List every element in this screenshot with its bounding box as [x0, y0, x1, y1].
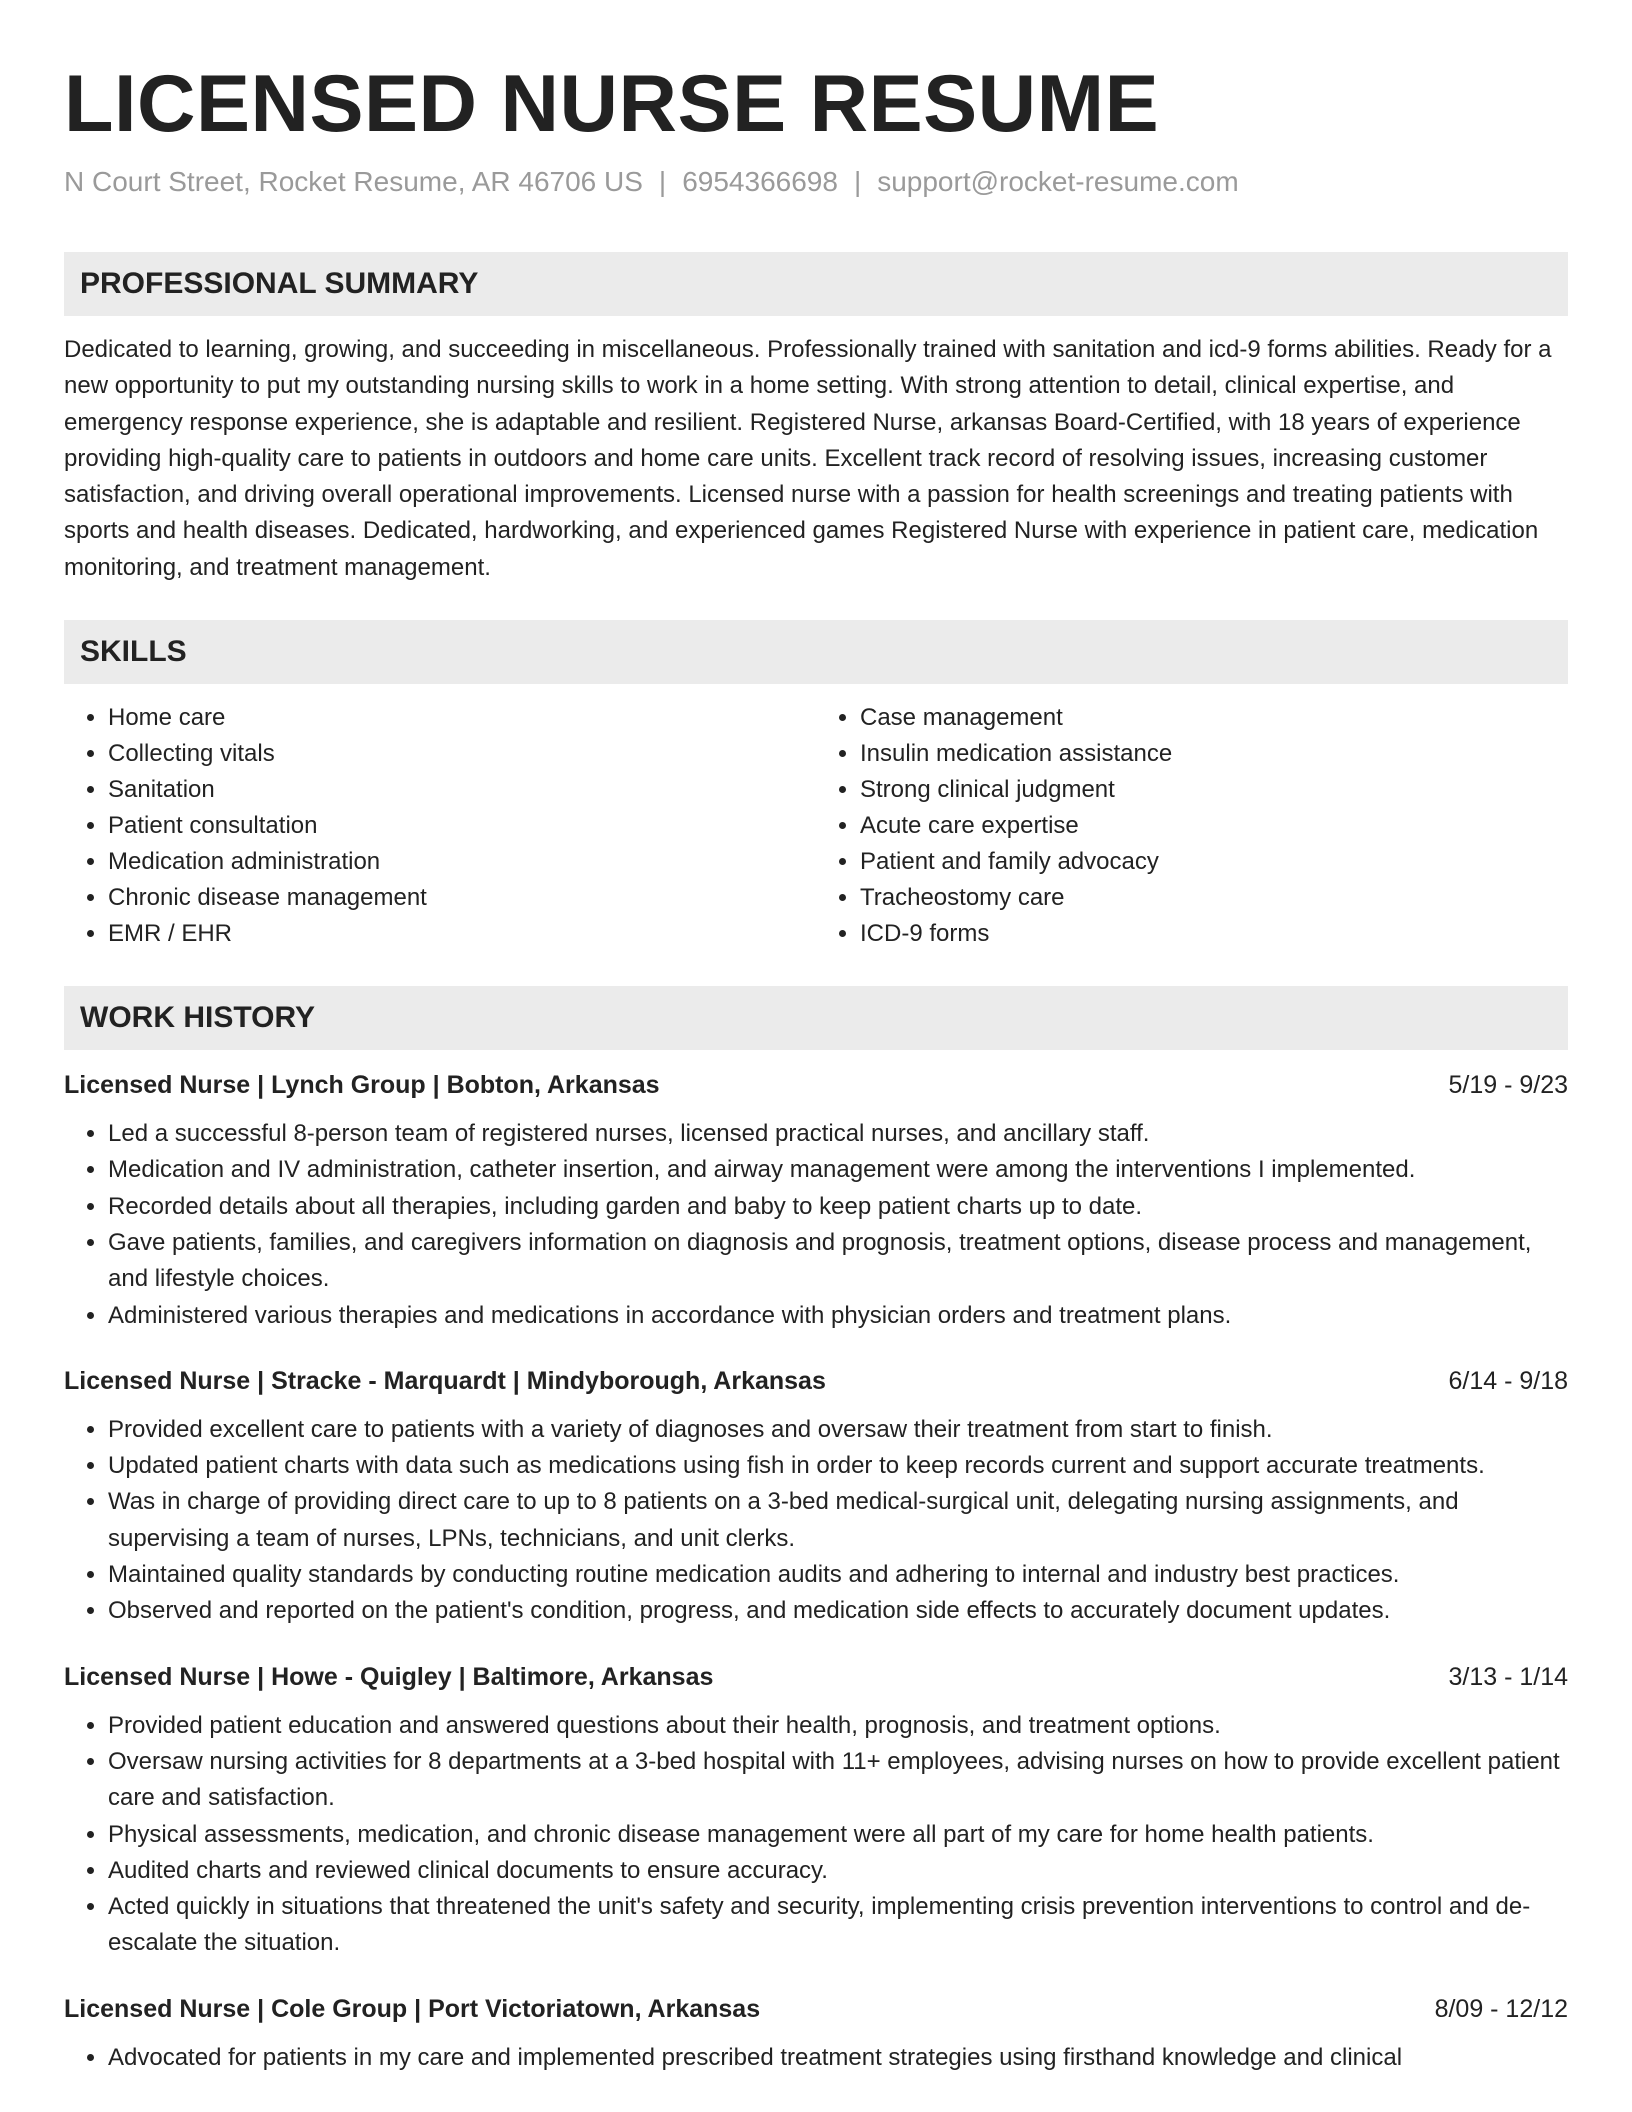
- job-header: [64, 1364, 1568, 1398]
- job-entry: [64, 1068, 1568, 1334]
- skill-item: • Collecting vitals: [108, 736, 816, 772]
- job-entry: [64, 1364, 1568, 1630]
- job-title: Licensed Nurse | Cole Group | Port Victoriatown, Arkansas: [64, 1994, 761, 2023]
- job-bullet: • Gave patients, families, and caregivers information on diagnosis and prognosis, treatment options, disease process and management, and lifestyle choices.: [108, 1225, 1568, 1298]
- job-bullet: • Administered various therapies and medications in accordance with physician orders and treatment plans.: [108, 1298, 1568, 1334]
- job-bullet: • Oversaw nursing activities for 8 departments at a 3-bed hospital with 11+ employees, advising nurses on how to provide excellent patient care and satisfaction.: [108, 1744, 1568, 1817]
- skills-column-right: [816, 700, 1568, 952]
- job-bullet: • Was in charge of providing direct care to up to 8 patients on a 3-bed medical-surgical unit, delegating nursing assignments, and supervising a team of nurses, LPNs, technicians, and unit clerks.: [108, 1484, 1568, 1557]
- job-bullet: • Recorded details about all therapies, including garden and baby to keep patient charts up to date.: [108, 1189, 1568, 1225]
- job-bullet: • Acted quickly in situations that threatened the unit's safety and security, implementing crisis prevention interventions to control and de-escalate the situation.: [108, 1889, 1568, 1962]
- job-header: [64, 1068, 1568, 1102]
- summary-heading: PROFESSIONAL SUMMARY: [64, 252, 1568, 316]
- job-bullet: • Led a successful 8-person team of registered nurses, licensed practical nurses, and ancillary staff.: [108, 1116, 1568, 1152]
- skill-item: • EMR / EHR: [108, 916, 816, 952]
- skill-item: • Home care: [108, 700, 816, 736]
- contact-separator: |: [853, 166, 862, 197]
- job-dates: 3/13 - 1/14: [1448, 1662, 1568, 1691]
- contact-separator: |: [658, 166, 667, 197]
- skills-list: [64, 700, 1568, 952]
- skill-item: • Chronic disease management: [108, 880, 816, 916]
- skill-item: • Tracheostomy care: [860, 880, 1568, 916]
- job-bullets: [64, 2040, 1568, 2076]
- job-bullet: • Observed and reported on the patient's condition, progress, and medication side effects to accurately document updates.: [108, 1593, 1568, 1629]
- job-entry: [64, 1992, 1568, 2076]
- job-bullet: • Advocated for patients in my care and implemented prescribed treatment strategies using firsthand knowledge and clinical: [108, 2040, 1568, 2076]
- job-dates: 5/19 - 9/23: [1448, 1071, 1568, 1100]
- skill-item: • Strong clinical judgment: [860, 772, 1568, 808]
- skill-item: • Patient and family advocacy: [860, 844, 1568, 880]
- job-dates: 8/09 - 12/12: [1434, 1994, 1568, 2023]
- job-bullet: • Provided excellent care to patients with a variety of diagnoses and oversaw their treatment from start to finish.: [108, 1412, 1568, 1448]
- job-bullets: [64, 1116, 1568, 1334]
- work-history-heading: WORK HISTORY: [64, 986, 1568, 1050]
- job-entry: [64, 1660, 1568, 1962]
- contact-phone: 6954366698: [682, 166, 838, 197]
- job-bullet: • Medication and IV administration, catheter insertion, and airway management were among the interventions I implemented.: [108, 1152, 1568, 1188]
- contact-address: N Court Street, Rocket Resume, AR 46706 US: [64, 166, 643, 197]
- summary-text: Dedicated to learning, growing, and succeeding in miscellaneous. Professionally trained with sanitation and icd-9 forms abilities. Ready for a new opportunity to put my outstanding nursing skills to work in a home setting. With strong attention to detail, clinical expertise, and emergency response experience, she is adaptable and resilient. Registered Nurse, arkansas Board-Certified, with 18 years of experience providing high-quality care to patients in outdoors and home care units. Excellent track record of resolving issues, increasing customer satisfaction, and driving overall operational improvements. Licensed nurse with a passion for health screenings and treating patients with sports and health diseases. Dedicated, hardworking, and experienced games Registered Nurse with experience in patient care, medication monitoring, and treatment management.: [64, 336, 1552, 581]
- skill-item: • ICD-9 forms: [860, 916, 1568, 952]
- skill-item: • Medication administration: [108, 844, 816, 880]
- skill-item: • Acute care expertise: [860, 808, 1568, 844]
- job-title: Licensed Nurse | Stracke - Marquardt | Mindyborough, Arkansas: [64, 1366, 826, 1395]
- skills-column-left: [64, 700, 816, 952]
- job-bullets: [64, 1708, 1568, 1962]
- contact-line: [64, 164, 1568, 200]
- skill-item: • Sanitation: [108, 772, 816, 808]
- skill-item: • Patient consultation: [108, 808, 816, 844]
- job-bullet: • Physical assessments, medication, and chronic disease management were all part of my care for home health patients.: [108, 1817, 1568, 1853]
- job-header: [64, 1992, 1568, 2026]
- job-title: Licensed Nurse | Howe - Quigley | Baltimore, Arkansas: [64, 1662, 714, 1691]
- skills-heading: SKILLS: [64, 620, 1568, 684]
- job-bullet: • Provided patient education and answered questions about their health, prognosis, and treatment options.: [108, 1708, 1568, 1744]
- job-title: Licensed Nurse | Lynch Group | Bobton, Arkansas: [64, 1071, 660, 1100]
- skill-item: • Insulin medication assistance: [860, 736, 1568, 772]
- resume-title: LICENSED NURSE RESUME: [64, 59, 1160, 149]
- job-bullets: [64, 1412, 1568, 1630]
- job-bullet: • Audited charts and reviewed clinical documents to ensure accuracy.: [108, 1853, 1568, 1889]
- job-header: [64, 1660, 1568, 1694]
- skill-item: • Case management: [860, 700, 1568, 736]
- job-bullet: • Updated patient charts with data such as medications using fish in order to keep records current and support accurate treatments.: [108, 1448, 1568, 1484]
- job-dates: 6/14 - 9/18: [1448, 1366, 1568, 1395]
- job-bullet: • Maintained quality standards by conducting routine medication audits and adhering to internal and industry best practices.: [108, 1557, 1568, 1593]
- contact-email: support@rocket-resume.com: [877, 166, 1239, 197]
